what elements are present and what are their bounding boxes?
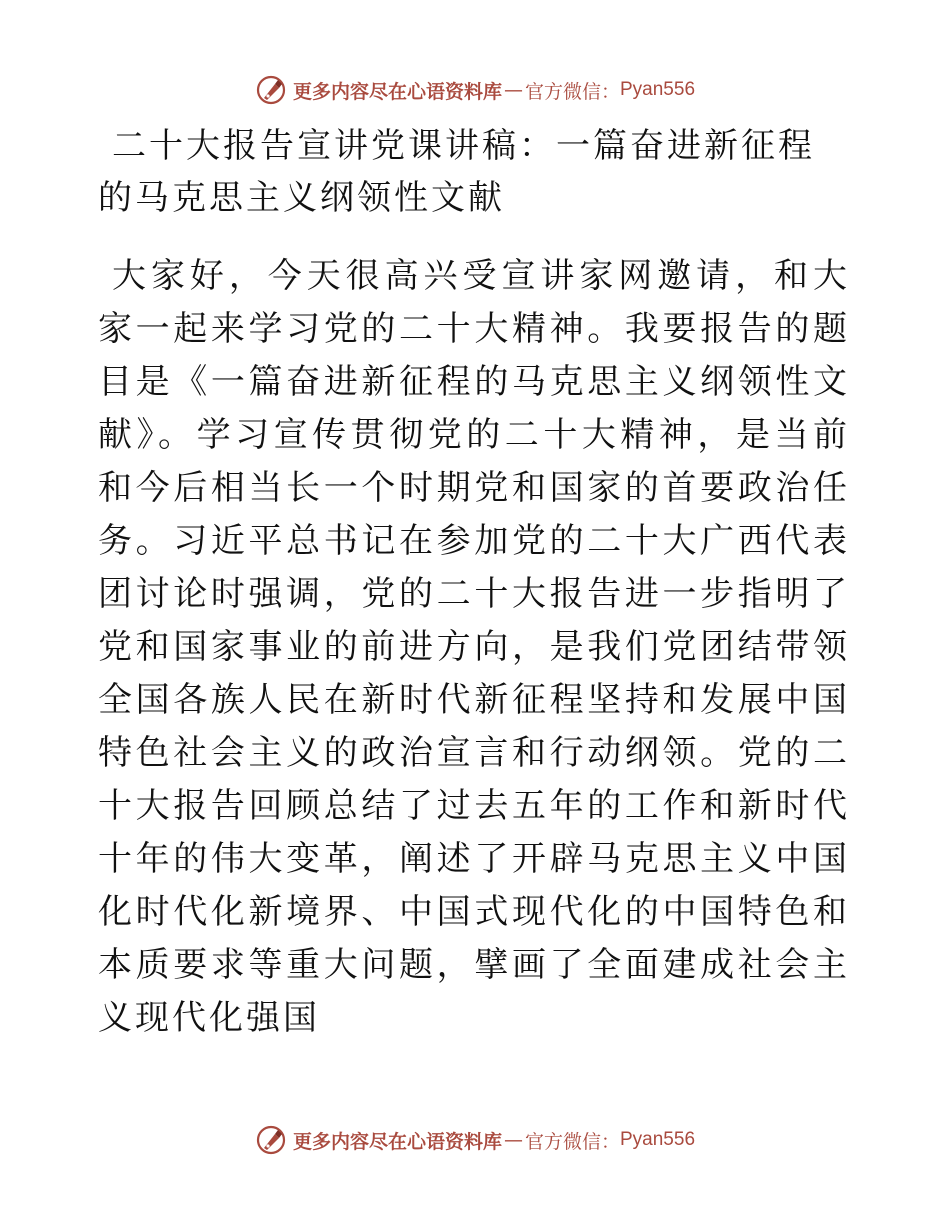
banner-separator: — [503,79,523,101]
site-name-text: 更多内容尽在心语资料库 [292,80,502,103]
document-body [98,120,850,1045]
footer-banner [0,1120,950,1160]
wechat-label: 官方微信： [524,1130,620,1153]
document-paragraph: 大家好，今天很高兴受宣讲家网邀请，和大家一起来学习党的二十大精神。我要报告的题目是《一篇奋进新征程的马克思主义纲领性文献》。学习宣传贯彻党的二十大精神，是当前和今后相当长一个时期党和国家的首要政治任务。习近平总书记在参加党的二十大广西代表团讨论时强调，党的二十大报告进一步指明了党和国家事业的前进方向，是我们党团结带领全国各族人民在新时代新征程坚持和发展中国特色社会主义的政治宣言和行动纲领。党的二十大报告回顾总结了过去五年的工作和新时代十年的伟大变革，阐述了开辟马克思主义中国化时代化新境界、中国式现代化的中国特色和本质要求等重大问题，擘画了全面建成社会主义现代化强国 [98,256,850,1038]
header-banner [0,70,950,110]
wechat-label: 官方微信： [524,80,620,103]
wechat-id: Pyan556 [620,1129,696,1150]
wechat-id: Pyan556 [620,79,696,100]
banner-separator: — [503,1129,523,1151]
document-title: 二十大报告宣讲党课讲稿：一篇奋进新征程的马克思主义纲领性文献 [98,126,815,218]
site-name-text: 更多内容尽在心语资料库 [292,1130,502,1153]
pen-nib-logo-icon [255,74,287,106]
pen-nib-logo-icon [255,1124,287,1156]
